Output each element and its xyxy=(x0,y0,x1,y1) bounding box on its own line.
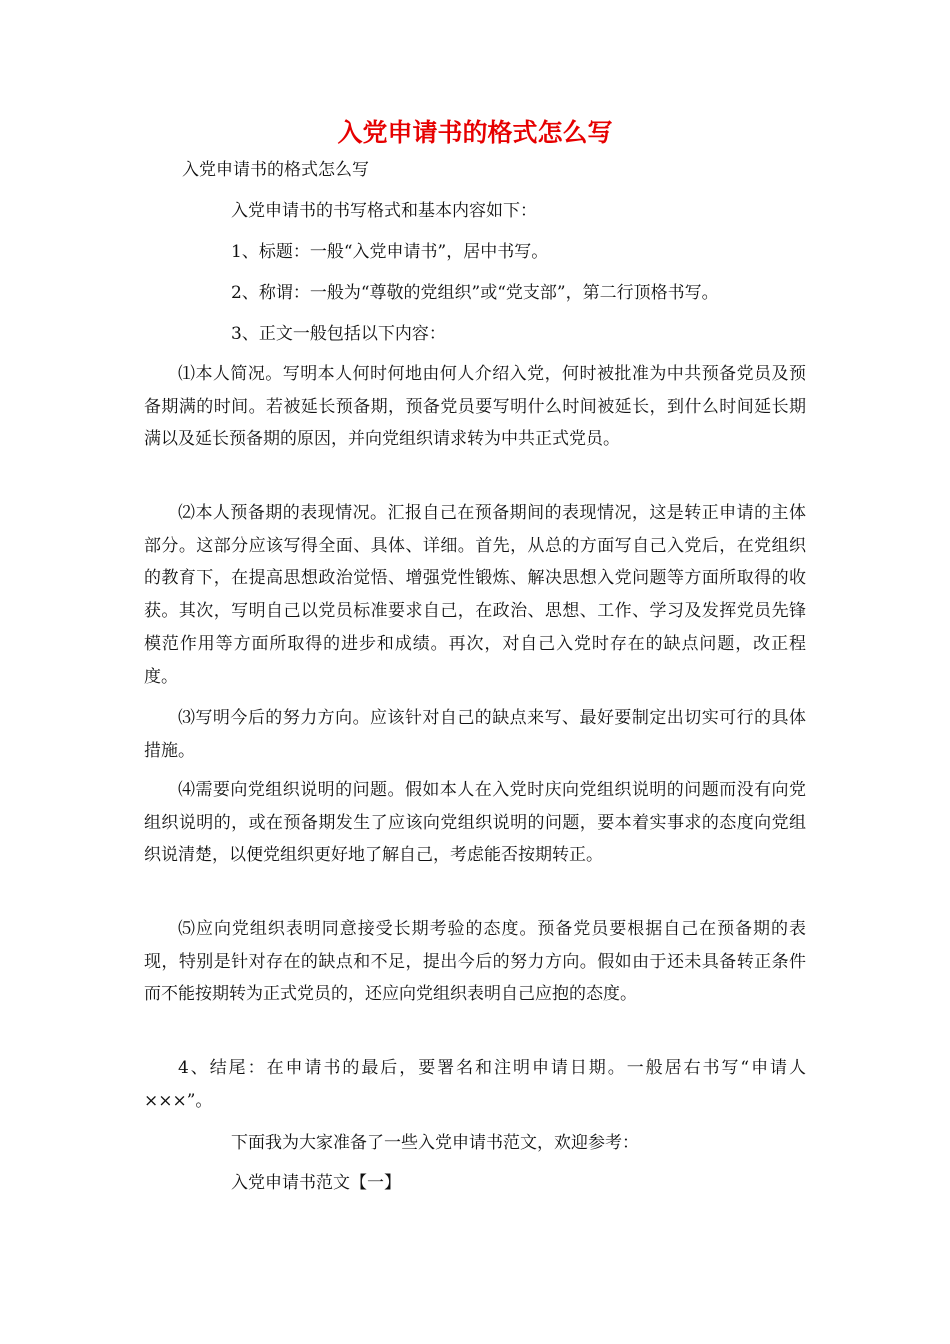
sub-item-personal-brief: ⑴本人简况。写明本人何时何地由何人介绍入党，何时被批准为中共预备党员及预备期满的时间。若被延长预备期，预备党员要写明什么时间被延长，到什么时间延长期满以及延长预备期的原因，并向党组织请求转为中共正式党员。 xyxy=(144,364,806,450)
item-body-format: 3、正文一般包括以下内容： xyxy=(231,324,446,344)
sample-heading: 入党申请书范文【一】 xyxy=(231,1173,401,1193)
item-title-format: 1、标题：一般“入党申请书”，居中书写。 xyxy=(231,242,549,262)
item-ending-format: 4、结尾：在申请书的最后，要署名和注明申请日期。一般居右书写“申请人×××”。 xyxy=(144,1058,806,1111)
item-salutation-format: 2、称谓：一般为“尊敬的党组织”或“党支部”，第二行顶格书写。 xyxy=(231,283,719,303)
document-title: 入党申请书的格式怎么写 xyxy=(337,118,613,147)
document-subtitle: 入党申请书的格式怎么写 xyxy=(182,160,369,180)
intro-paragraph: 入党申请书的书写格式和基本内容如下： xyxy=(231,201,537,221)
sub-item-future-direction: ⑶写明今后的努力方向。应该针对自己的缺点来写、最好要制定出切实可行的具体措施。 xyxy=(144,708,806,761)
sub-item-issues-to-explain: ⑷需要向党组织说明的问题。假如本人在入党时庆向党组织说明的问题而没有向党组织说明的，或在预备期发生了应该向党组织说明的问题，要本着实事求的态度向党组织说清楚，以便党组织更好地了解自己，考虑能否按期转正。 xyxy=(144,780,806,866)
sub-item-accept-test-attitude: ⑸应向党组织表明同意接受长期考验的态度。预备党员要根据自己在预备期的表现，特别是针对存在的缺点和不足，提出今后的努力方向。假如由于还未具备转正条件而不能按期转为正式党员的，还应向党组织表明自己应抱的态度。 xyxy=(144,919,806,1005)
sub-item-probation-performance: ⑵本人预备期的表现情况。汇报自己在预备期间的表现情况，这是转正申请的主体部分。这部分应该写得全面、具体、详细。首先，从总的方面写自己入党后，在党组织的教育下，在提高思想政治觉悟、增强党性锻炼、解决思想入党问题等方面所取得的收获。其次，写明自己以党员标准要求自己，在政治、思想、工作、学习及发挥党员先锋模范作用等方面所取得的进步和成绩。再次，对自己入党时存在的缺点问题，改正程度。 xyxy=(144,503,806,687)
closing-paragraph: 下面我为大家准备了一些入党申请书范文，欢迎参考： xyxy=(231,1133,639,1153)
